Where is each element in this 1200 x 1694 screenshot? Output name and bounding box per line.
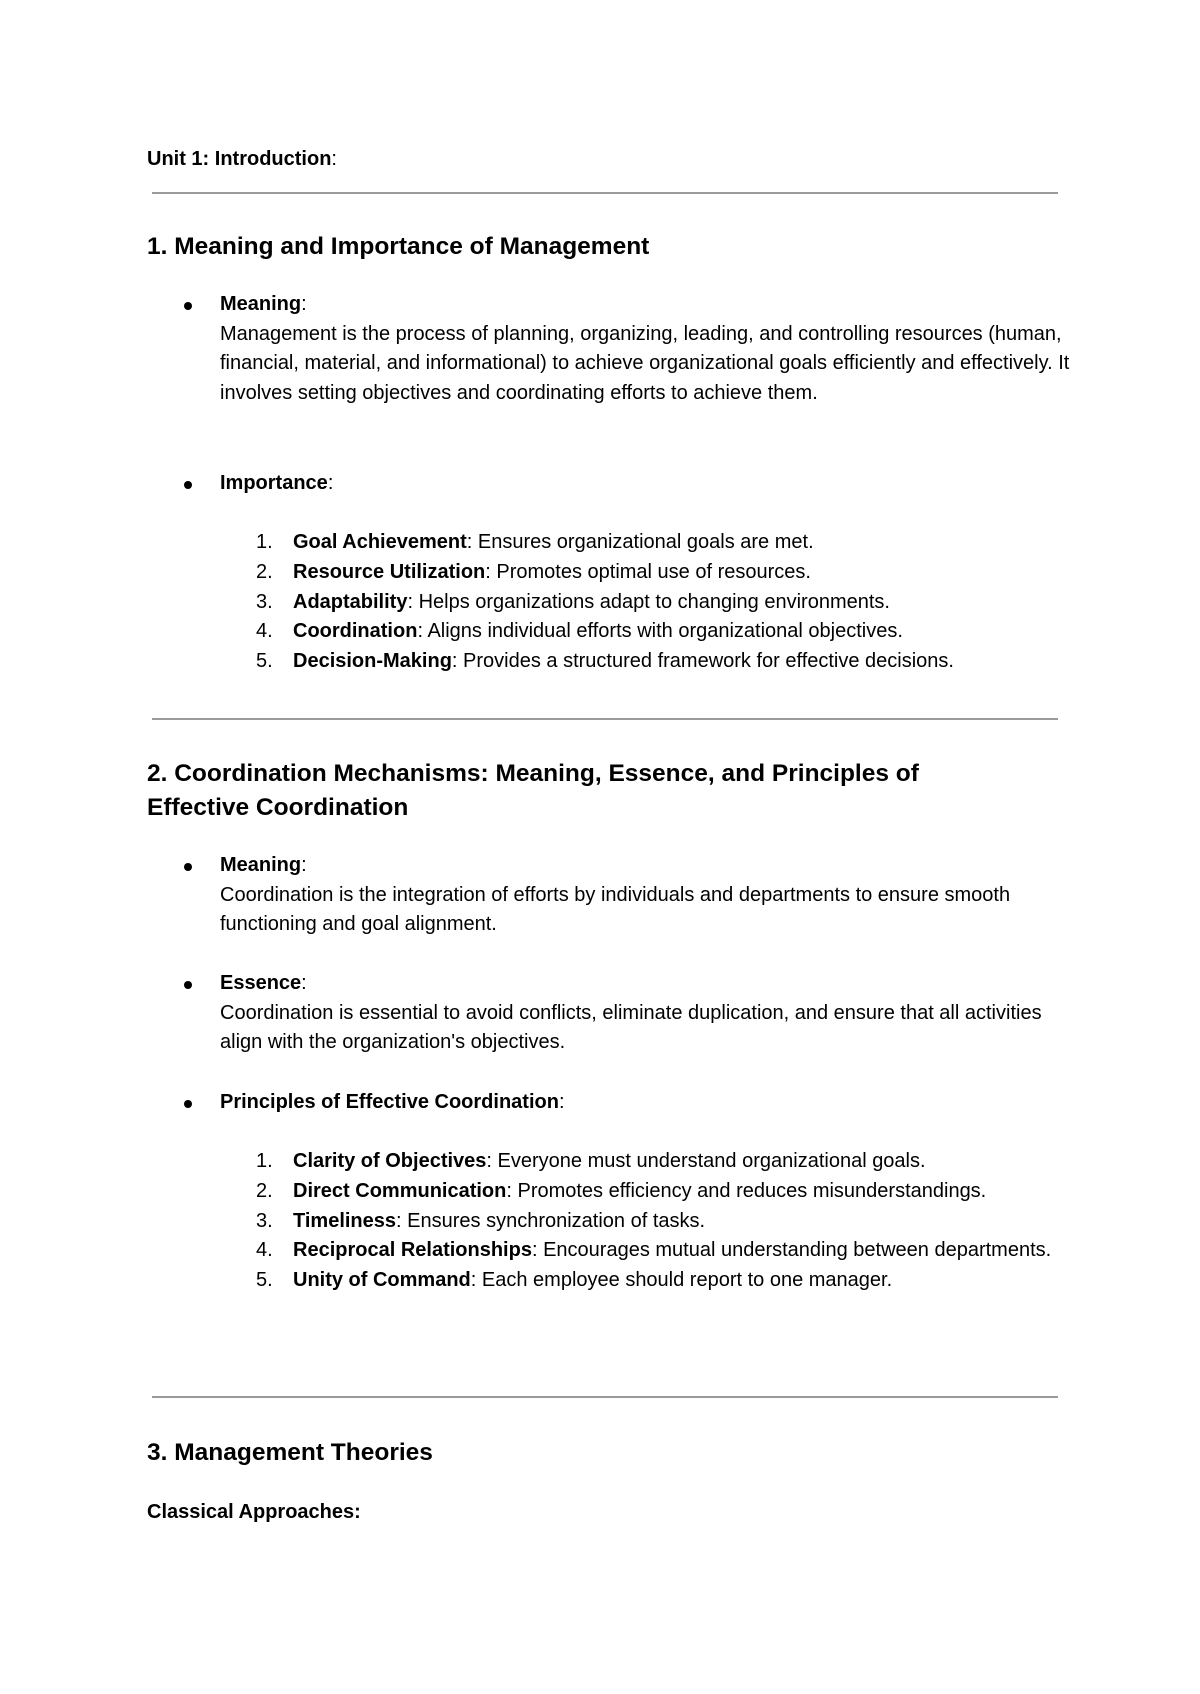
list-item	[220, 1177, 1060, 1207]
list-number: 2.	[256, 1179, 273, 1202]
section-1-heading: 1. Meaning and Importance of Management	[147, 233, 650, 260]
list-number: 2.	[256, 560, 273, 583]
principles-list	[220, 1147, 1060, 1296]
list-number: 1.	[256, 531, 273, 553]
essence-colon: :	[301, 972, 307, 994]
list-desc: : Aligns individual efforts with organizational objectives.	[417, 620, 903, 643]
list-term: Coordination	[293, 620, 418, 643]
meaning-label: Meaning	[220, 854, 302, 876]
list-number: 3.	[256, 1209, 273, 1232]
list-item	[220, 1236, 1060, 1266]
list-desc: : Each employee should report to one manager.	[470, 1269, 893, 1292]
list-term: Unity of Command	[293, 1269, 471, 1292]
list-item	[220, 528, 1060, 558]
bullet-principles	[220, 1088, 1070, 1118]
section-2-heading: 2. Coordination Mechanisms: Meaning, Essence, and Principles of Effective Coordination	[147, 760, 919, 821]
meaning-colon: :	[301, 293, 307, 315]
list-number: 4.	[256, 1239, 273, 1262]
list-item	[220, 1207, 1060, 1237]
list-item	[220, 617, 1060, 647]
classical-approaches-heading: Classical Approaches:	[147, 1501, 361, 1523]
list-term: Reciprocal Relationships	[293, 1239, 532, 1262]
list-desc: : Promotes efficiency and reduces misunderstandings.	[506, 1179, 987, 1202]
meaning-text: Coordination is the integration of efforts by individuals and departments to ensure smooth functioning and goal alignment.	[220, 883, 1011, 935]
essence-text: Coordination is essential to avoid conflicts, eliminate duplication, and ensure that all activities align with the organization's objectives.	[220, 1001, 1042, 1053]
list-desc: : Provides a structured framework for effective decisions.	[451, 650, 954, 673]
list-term: Clarity of Objectives	[293, 1150, 487, 1172]
list-desc: : Promotes optimal use of resources.	[485, 560, 811, 583]
importance-label: Importance	[220, 472, 328, 494]
list-term: Timeliness	[293, 1209, 397, 1232]
horizontal-divider-2	[152, 718, 1058, 720]
bullet-essence	[220, 969, 1070, 1058]
meaning-text: Management is the process of planning, organizing, leading, and controlling resources (human, financial, material, and informational) to achieve organizational goals efficiently and effectively. It involves setting objectives and coordinating efforts to achieve them.	[220, 322, 1070, 404]
list-desc: : Encourages mutual understanding between departments.	[531, 1239, 1052, 1262]
essence-label: Essence	[220, 972, 302, 994]
bullet-meaning	[220, 290, 1070, 408]
list-item	[220, 588, 1060, 618]
list-number: 3.	[256, 590, 273, 613]
bullet-meaning-2	[220, 851, 1070, 940]
unit-title-label: Unit 1: Introduction	[147, 148, 332, 170]
importance-colon: :	[327, 472, 334, 494]
list-number: 5.	[256, 1269, 273, 1292]
list-number: 1.	[256, 1150, 273, 1172]
list-item	[220, 1266, 1060, 1296]
meaning-label: Meaning	[220, 293, 302, 315]
list-term: Decision-Making	[293, 650, 452, 673]
horizontal-divider-1	[152, 192, 1058, 194]
horizontal-divider-3	[152, 1396, 1058, 1398]
list-item	[220, 647, 1060, 677]
list-item	[220, 1147, 1060, 1177]
list-number: 4.	[256, 620, 273, 643]
list-item	[220, 558, 1060, 588]
importance-list	[220, 528, 1060, 677]
list-number: 5.	[256, 650, 273, 673]
unit-title-colon: :	[331, 148, 337, 170]
list-desc: : Ensures synchronization of tasks.	[396, 1209, 706, 1232]
list-term: Resource Utilization	[293, 560, 486, 583]
list-desc: : Helps organizations adapt to changing environments.	[407, 590, 890, 613]
unit-title	[147, 146, 337, 172]
principles-label: Principles of Effective Coordination	[220, 1091, 559, 1113]
list-term: Direct Communication	[293, 1179, 507, 1202]
bullet-importance	[220, 469, 1070, 499]
list-desc: : Everyone must understand organizational goals.	[486, 1150, 926, 1172]
list-desc: : Ensures organizational goals are met.	[466, 531, 814, 553]
list-term: Adaptability	[293, 590, 408, 613]
section-3-heading: 3. Management Theories	[147, 1439, 433, 1466]
meaning-colon: :	[301, 854, 307, 876]
list-term: Goal Achievement	[293, 531, 467, 553]
principles-colon: :	[558, 1091, 565, 1113]
